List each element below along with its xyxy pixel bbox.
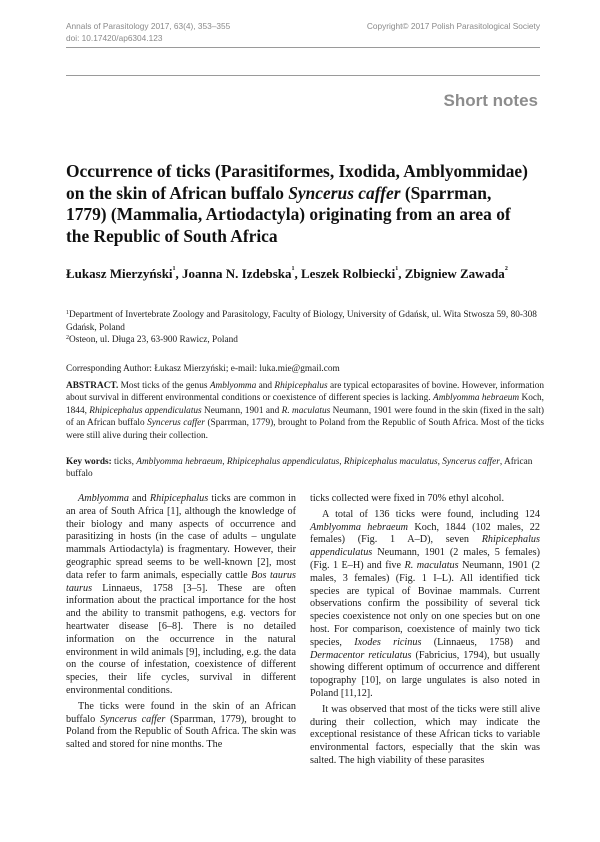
author-name: Łukasz Mierzyński: [66, 266, 173, 281]
paragraph: ticks collected were fixed in 70% ethyl alcohol.: [310, 493, 505, 504]
affiliation: $^2$Osteon, ul. Długa 23, 63-900 Rawicz, Poland: [66, 335, 238, 345]
abstract-label: ABSTRACT.: [66, 381, 119, 391]
affiliations: [66, 309, 544, 347]
doi[interactable]: doi: 10.17420/ap6304.123: [66, 33, 163, 43]
section-rule: [66, 75, 540, 76]
author-list: Łukasz Mierzyński$^1$, Joanna N. Izdebska$^1$, Leszek Rolbiecki$^1$, Zbigniew Zawada$^2$: [66, 266, 508, 281]
paragraph: It was observed that most of the ticks were still alive during their collection, which may indicate the exceptional resistance of these African ticks to variable environmental factors, especially that the skin was salted. The high viability of these parasites: [310, 703, 540, 766]
paragraph: Amblyomma and Rhipicephalus ticks are common in an area of South Africa [1], although the knowledge of their biology and many aspects of occurrence and parasitizing in hosts (in the case of adults – ungulate mammals Artiodactyla) is fragmentary. However, their geographic spread seems to be well-known [2], most data refer to farm animals, especially cattle Bos taurus taurus Linnaeus, 1758 [3–5]. These are often information about the practical importance for the host and the ability to transmit pathogens, e.g. vectors for heartwater disease [6–8]. There is no detailed information on the occurrence in the natural environment in wild animals [9], including, e.g. the data on the course of infestation, coexistence of different species, their life cycles, survival in different environmental conditions.: [66, 493, 296, 696]
body-column-left: [66, 493, 296, 752]
copyright: Copyright© 2017 Polish Parasitological Society: [366, 21, 540, 31]
author-name: Leszek Rolbiecki: [301, 266, 396, 281]
keywords-label: Key words:: [66, 457, 112, 467]
author-name: Zbigniew Zawada: [404, 266, 505, 281]
body-column-right: [310, 493, 540, 768]
section-label: Short notes: [443, 91, 538, 110]
journal-header: [66, 20, 230, 44]
corresponding-author: Corresponding Author: Łukasz Mierzyński; e-mail: luka.mie@gmail.com: [66, 364, 340, 374]
article-title: Occurrence of ticks (Parasitiformes, Ixodida, Amblyommidae) on the skin of African buffalo Syncerus caffer (Sparrman, 1779) (Mammalia, Artiodactyla) originating from an area of the Republic of South Africa: [66, 161, 528, 246]
paragraph: A total of 136 ticks were found, including 124 Amblyomma hebraeum Koch, 1844 (102 males, 22 females) (Fig. 1 A–D), seven Rhipicephalus appendiculatus Neumann, 1901 (2 males, 5 females) (Fig. 1 E–H) and five R. maculatus Neumann, 1901 (2 males, 3 females) (Fig. 1 I–L). All identified tick species are typical of Bovinae mammals. Current observations confirm the possibility of several tick species coexistence not only on one species but on one host. For comparison, coexistence of mainly two tick species, Ixodes ricinus (Linnaeus, 1758) and Dermacentor reticulatus (Fabricius, 1794), but usually showing different optimum of occurrence and different topography [10], on large ungulates is also noted in Poland [11,12].: [310, 508, 541, 699]
affiliation: $^1$Department of Invertebrate Zoology and Parasitology, Faculty of Biology, University of Gdańsk, ul. Wita Stwosza 59, 80-308 Gdańsk, Poland: [66, 310, 537, 333]
author-name: Joanna N. Izdebska: [182, 266, 292, 281]
header-rule: [66, 47, 540, 48]
paragraph: The ticks were found in the skin of an African buffalo Syncerus caffer (Sparrman, 1779), brought to Poland from the Republic of South Africa. The skin was salted and stored for nine months. The: [66, 700, 296, 751]
journal-citation: Annals of Parasitology 2017, 63(4), 353–355: [66, 21, 231, 31]
abstract: ABSTRACT. Most ticks of the genus Amblyomma and Rhipicephalus are typical ectoparasites of bovine. However, information about survival in different environmental conditions or coexistence of different species is lacking. Amblyomma hebraeum Koch, 1844, Rhipicephalus appendiculatus Neumann, 1901 and R. maculatus Neumann, 1901 were found in the skin (fixed in the salt) of an African buffalo Syncerus caffer (Sparrman, 1779), brought to Poland from the Republic of South Africa. Most of the ticks were still alive during their collection.: [66, 381, 545, 441]
keywords: Key words: ticks, Amblyomma hebraeum, Rhipicephalus appendiculatus, Rhipicephalus maculatus, Syncerus caffer, African buffalo: [66, 457, 533, 480]
